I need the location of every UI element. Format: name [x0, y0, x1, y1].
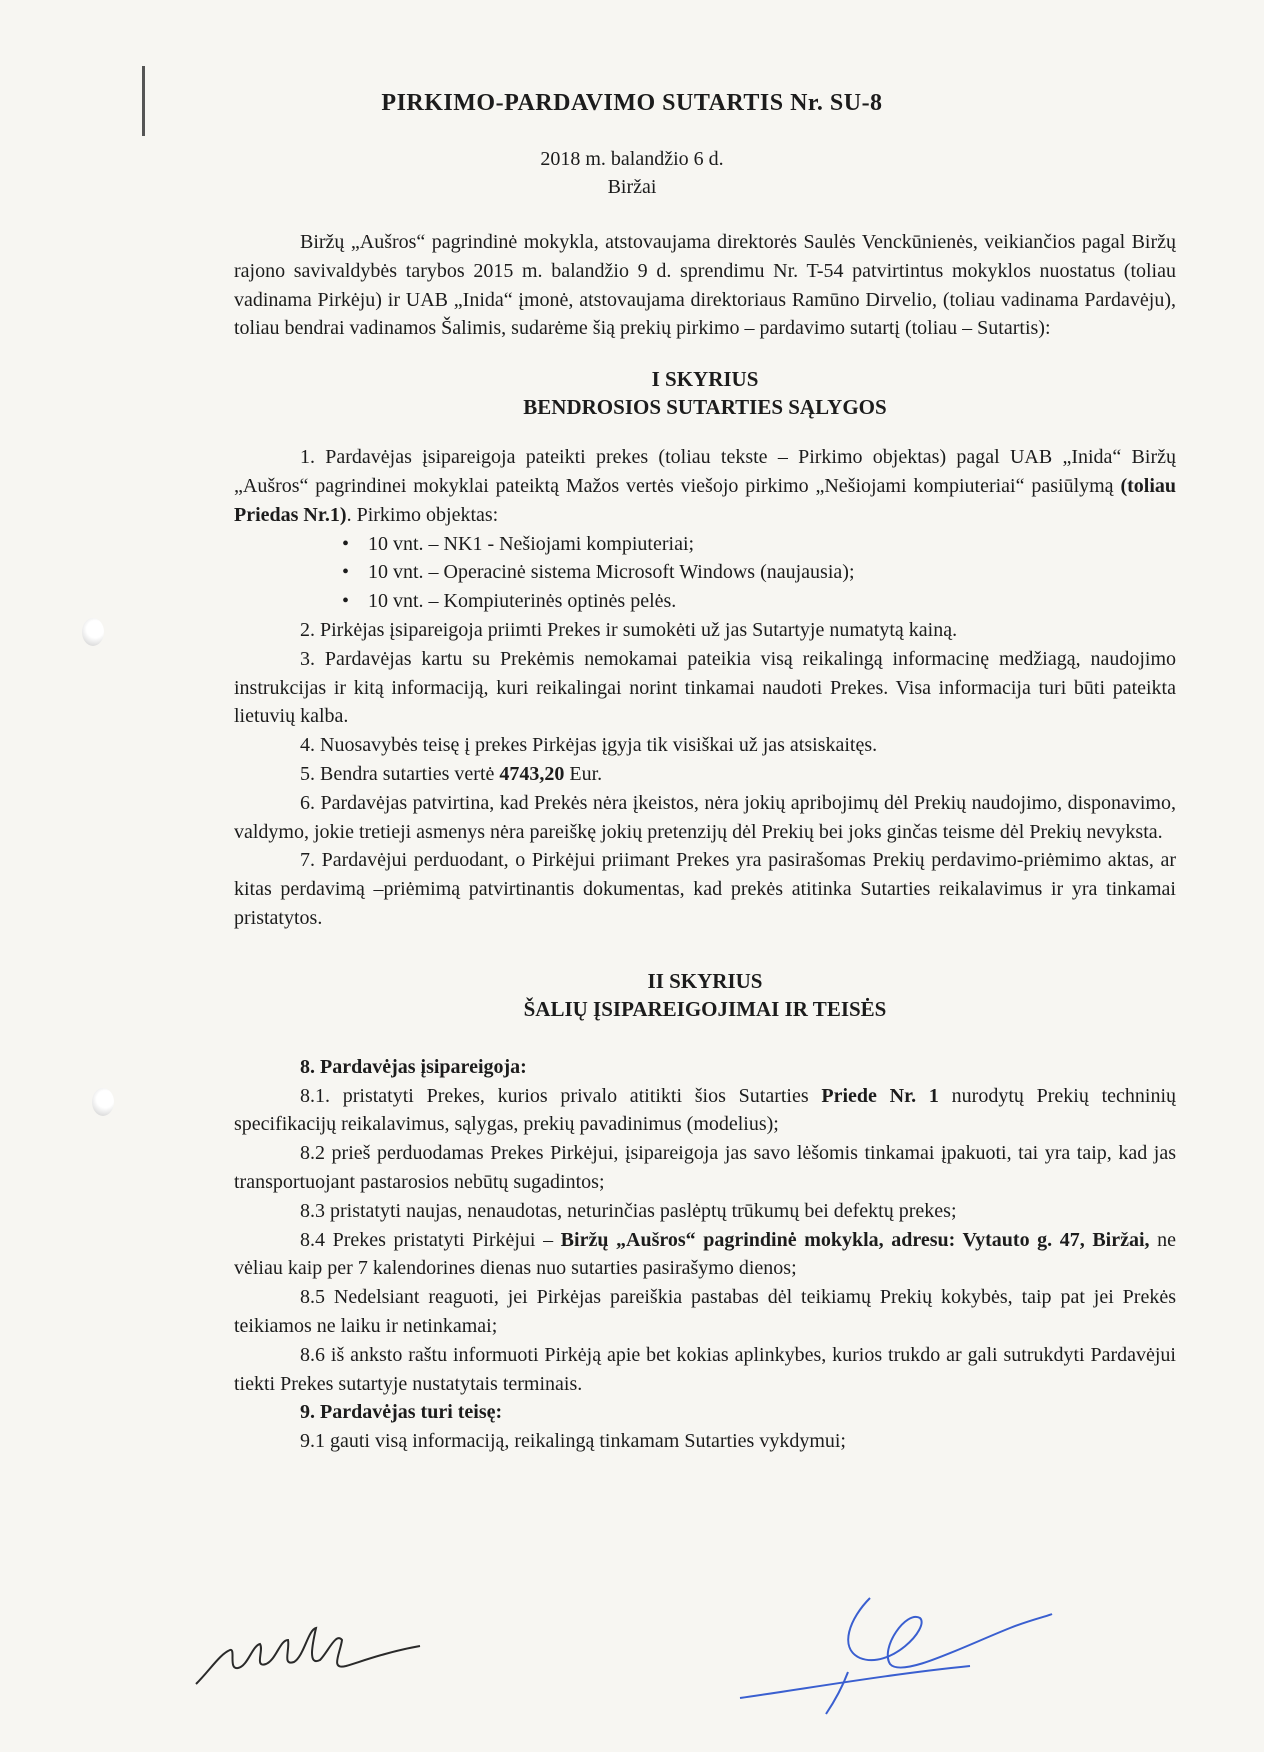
section-2-title: ŠALIŲ ĮSIPAREIGOJIMAI IR TEISĖS [523, 996, 887, 1021]
clause-8-3: 8.3 pristatyti naujas, nenaudotas, neturinčias paslėptų trūkumų bei defektų prekes; [300, 1199, 957, 1222]
clause-7: 7. Pardavėjui perduodant, o Pirkėjui priimant Prekes yra pasirašomas Prekių perdavimo-priėmimo aktas, ar kitas perdavimą –priėmimą patvirtinantis dokumentas, kad prekės atitinka Sutarties reikalavimus ir yra tinkamai pristatytos. [234, 849, 1176, 929]
clause-9-1: 9.1 gauti visą informaciją, reikalingą tinkamam Sutarties vykdymui; [300, 1430, 846, 1453]
purchase-items-list [234, 530, 1176, 616]
intro-paragraph: Biržų „Aušros“ pagrindinė mokykla, atstovaujama direktorės Saulės Venckūnienės, veikiančios pagal Biržų rajono savivaldybės tarybos 2015 m. balandžio 9 d. sprendimu Nr. T-54 patvirtintus mokyklos nuostatus (toliau vadinama Pirkėju) ir UAB „Inida“ įmonė, atstovaujama direktoriaus Ramūno Dirvelio, (toliau vadinama Pardavėju), toliau bendrai vadinamos Šalimis, sudarėme šią prekių pirkimo – pardavimo sutartį (toliau – Sutartis): [234, 231, 1176, 340]
clause-8-heading: 8. Pardavėjas įsipareigoja: [300, 1055, 527, 1078]
section-1-title: BENDROSIOS SUTARTIES SĄLYGOS [523, 395, 887, 420]
section-1-number: I SKYRIUS [651, 367, 759, 392]
clause-2: 2. Pirkėjas įsipareigoja priimti Prekes ir sumokėti už jas Sutartyje numatytą kainą. [300, 618, 958, 641]
clause-8-6: 8.6 iš anksto raštu informuoti Pirkėją apie bet kokias aplinkybes, kurios trukdo ar gali sutrukdyti Pardavėjui tiekti Prekes sutartyje nustatytais terminais. [234, 1343, 1176, 1395]
clause-8-1: 8.1. pristatyti Prekes, kurios privalo atitikti šios Sutarties Priede Nr. 1 nurodytų Prekių techninių specifikacijų reikalavimus, sąlygas, prekių pavadinimus (modelius); [234, 1084, 1177, 1136]
contract-body [234, 228, 1176, 1456]
clause-8-4: 8.4 Prekes pristatyti Pirkėjui – Biržų „Aušros“ pagrindinė mokykla, adresu: Vytauto g. 47, Biržai, ne vėliau kaip per 7 kalendorines dienas nuo sutarties pasirašymo dienos; [234, 1228, 1177, 1280]
contract-date: 2018 m. balandžio 6 d. [540, 148, 724, 170]
clause-8-2: 8.2 prieš perduodamas Prekes Pirkėjui, įsipareigoja jas savo lėšomis tinkamai įpakuoti, tai yra taip, kad jas transportuojant pastarosios nebūtų sugadintos; [234, 1142, 1176, 1193]
clause-4: 4. Nuosavybės teisę į prekes Pirkėjas įgyja tik visiškai už jas atsiskaitęs. [300, 734, 878, 757]
section-2-number: II SKYRIUS [647, 968, 763, 993]
list-item: • 10 vnt. – NK1 - Nešiojami kompiuteriai; [234, 530, 1176, 559]
seller-signature [730, 1588, 1060, 1718]
clause-9-heading: 9. Pardavėjas turi teisę: [300, 1401, 503, 1424]
punch-hole [82, 618, 104, 646]
clause-3: 3. Pardavėjas kartu su Prekėmis nemokamai pateikia visą reikalingą informacinę medžiagą, naudojimo instrukcijas ir kitą informaciją, kuri reikalingai norint tinkamai naudoti Prekes. Visa informacija turi būti pateikta lietuvių kalba. [234, 647, 1176, 728]
contract-place: Biržai [607, 176, 657, 198]
punch-hole [92, 1088, 114, 1116]
list-item: • 10 vnt. – Kompiuterinės optinės pelės. [234, 587, 1176, 616]
clause-1: 1. Pardavėjas įsipareigoja pateikti prekes (toliau tekste – Pirkimo objektas) pagal UAB „Inida“ Biržų „Aušros“ pagrindinei mokyklai pateiktą Mažos vertės viešojo pirkimo „Nešiojami kompiuteriai“ pasiūlymą (toliau Priedas Nr.1). Pirkimo objektas: [234, 446, 1177, 526]
list-item: • 10 vnt. – Operacinė sistema Microsoft Windows (naujausia); [234, 558, 1176, 587]
buyer-signature [190, 1610, 430, 1700]
clause-6: 6. Pardavėjas patvirtina, kad Prekės nėra įkeistos, nėra jokių apribojimų dėl Prekių naudojimo, disponavimo, valdymo, jokie tretieji asmenys nėra pareiškę jokių pretenzijų dėl Prekių bei joks ginčas teisme dėl Prekių nevyksta. [234, 791, 1176, 843]
clause-8-5: 8.5 Nedelsiant reaguoti, jei Pirkėjas pareiškia pastabas dėl teikiamų Prekių kokybės, taip pat jei Prekės teikiamos ne laiku ir netinkamai; [234, 1286, 1176, 1337]
contract-title: PIRKIMO-PARDAVIMO SUTARTIS Nr. SU-8 [381, 90, 883, 116]
clause-5: 5. Bendra sutarties vertė 4743,20 Eur. [300, 762, 603, 785]
